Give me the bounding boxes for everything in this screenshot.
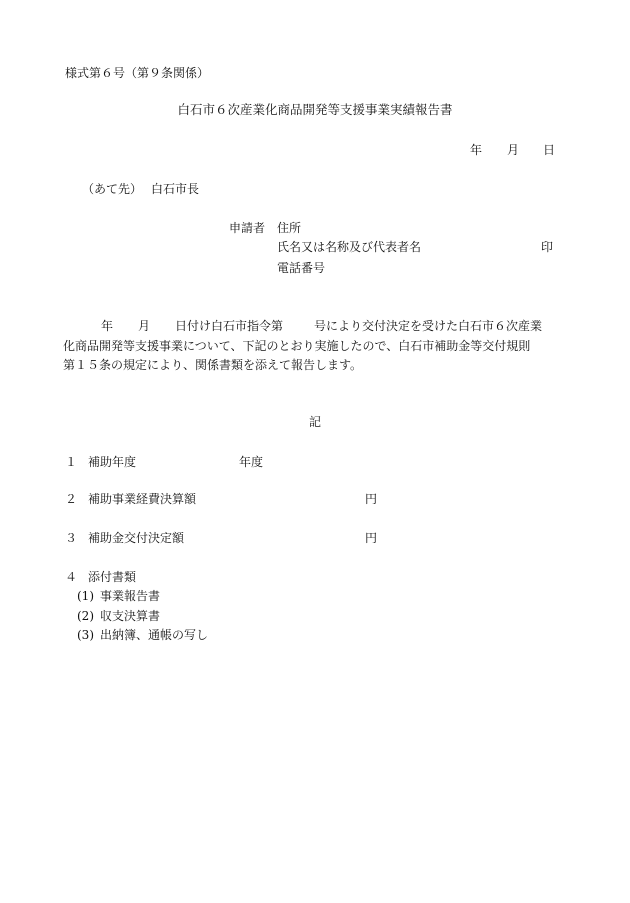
body-line-3: 第１５条の規定により、関係書類を添えて報告します。: [63, 358, 363, 372]
body-month: 月: [138, 319, 151, 333]
body-decision: 号により交付決定を受けた白石市６次産業: [314, 319, 543, 333]
attachment-num: (1): [77, 589, 94, 603]
body-date-ref: 日付け白石市指令第: [175, 319, 284, 333]
applicant-seal: 印: [541, 240, 554, 254]
applicant-name-label: 氏名又は名称及び代表者名: [277, 240, 422, 254]
item-label: 補助金交付決定額: [88, 531, 185, 545]
form-label: 様式第６号（第９条関係）: [65, 66, 210, 80]
item-value: 円: [365, 492, 378, 506]
addressee-name: 白石市長: [151, 182, 200, 196]
attachment-label: 事業報告書: [100, 589, 161, 603]
applicant-phone: 電話番号: [277, 261, 326, 275]
item-value: 円: [365, 531, 378, 545]
attachment-num: (2): [77, 609, 94, 623]
item-label: 補助年度: [88, 455, 137, 469]
attachment-num: (3): [77, 628, 94, 642]
item-value: 年度: [239, 455, 264, 469]
item-num: ４: [65, 570, 78, 584]
body-line-2: 化商品開発等支援事業について、下記のとおり実施したので、白石市補助金等交付規則: [63, 339, 531, 353]
attachment-label: 収支決算書: [100, 609, 161, 623]
item-num: １: [65, 455, 78, 469]
document-title: 白石市６次産業化商品開発等支援事業実績報告書: [177, 102, 453, 117]
body-year: 年: [101, 319, 114, 333]
item-num: ３: [65, 531, 78, 545]
addressee-prefix: （あて先）: [82, 182, 143, 196]
date-day: 日: [543, 143, 556, 157]
attachment-label: 出納簿、通帳の写し: [100, 628, 209, 642]
ki-heading: 記: [308, 415, 321, 429]
applicant-address: 住所: [277, 221, 302, 235]
item-label: 添付書類: [88, 570, 137, 584]
applicant-label: 申請者: [229, 221, 266, 235]
item-label: 補助事業経費決算額: [88, 492, 197, 506]
date-year: 年: [470, 143, 483, 157]
date-month: 月: [507, 143, 520, 157]
item-num: ２: [65, 492, 78, 506]
